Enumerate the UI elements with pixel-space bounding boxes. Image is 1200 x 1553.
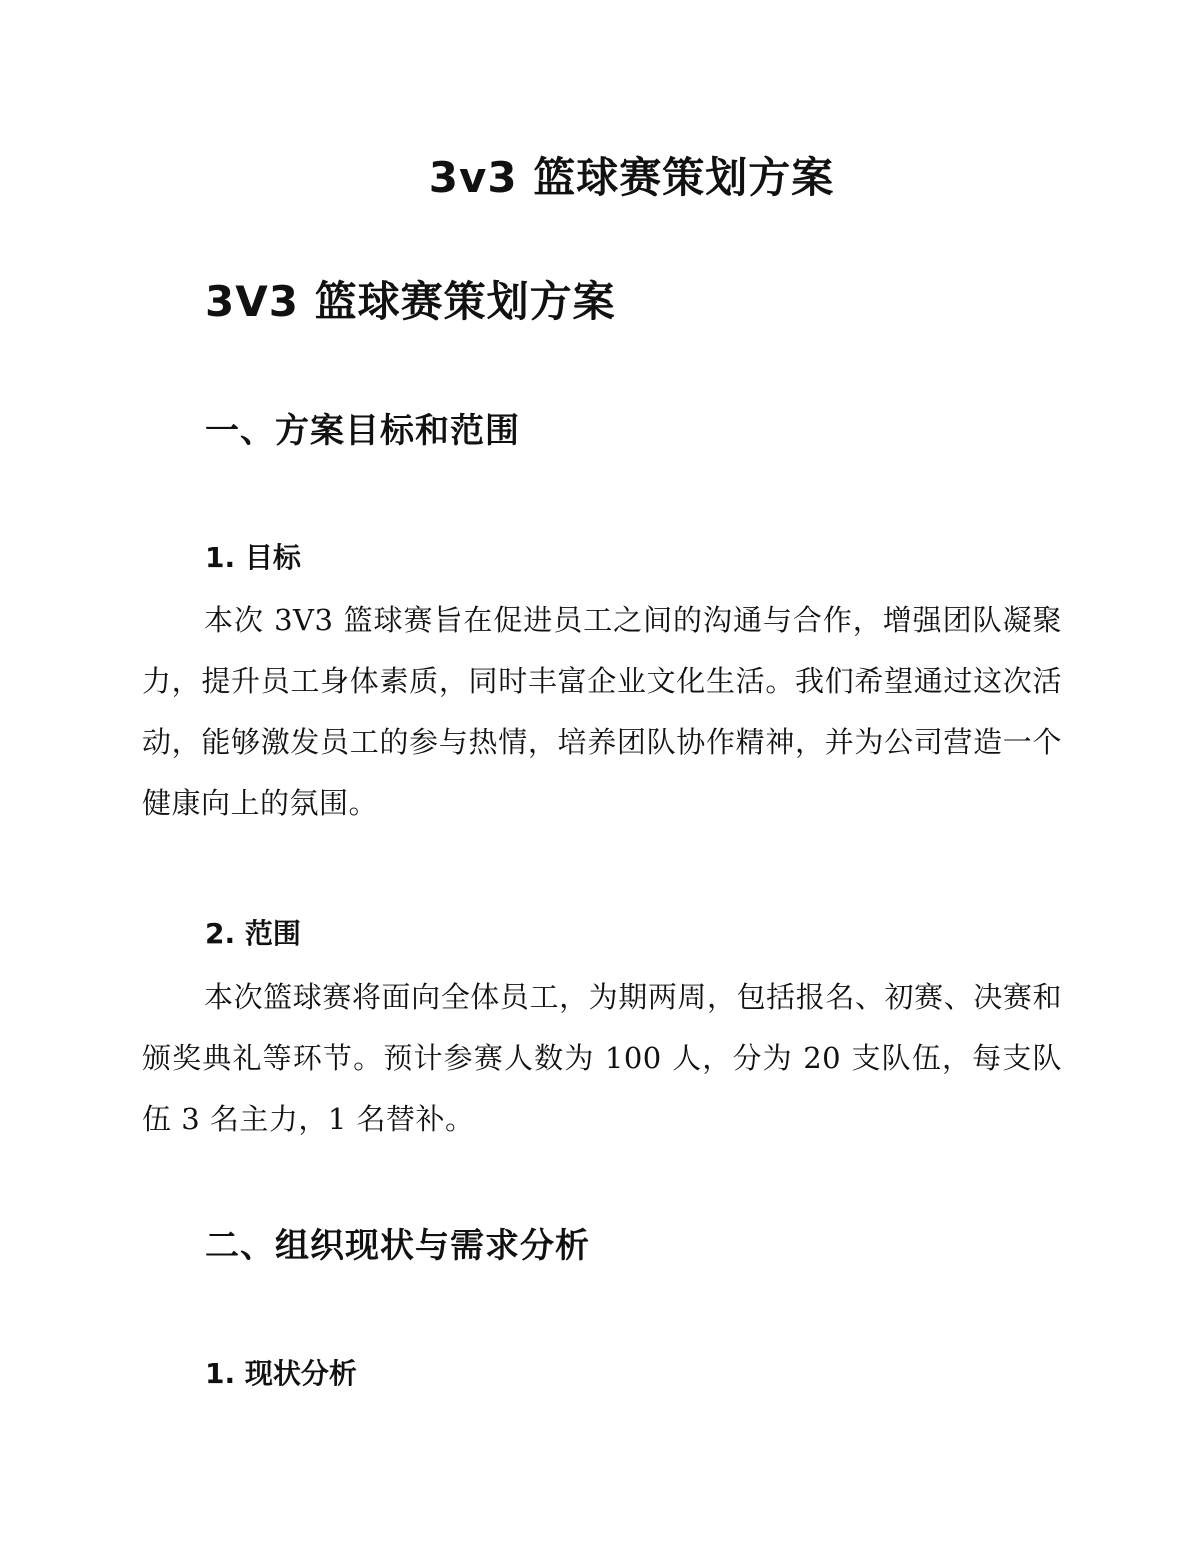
subsection-heading-scope: 2. 范围 xyxy=(205,917,301,950)
document-title: 3v3 篮球赛策划方案 xyxy=(428,153,835,202)
paragraph-scope: 本次篮球赛将面向全体员工，为期两周，包括报名、初赛、决赛和颁奖典礼等环节。预计参赛人数为 100 人，分为 20 支队伍，每支队伍 3 名主力，1 名替补。 xyxy=(142,980,1062,1136)
section-heading-goals-scope: 一、方案目标和范围 xyxy=(205,411,520,451)
section-heading-status-needs: 二、组织现状与需求分析 xyxy=(205,1226,590,1266)
subsection-heading-status-analysis: 1. 现状分析 xyxy=(205,1357,357,1390)
subsection-heading-goal: 1. 目标 xyxy=(205,541,301,574)
paragraph-goal: 本次 3V3 篮球赛旨在促进员工之间的沟通与合作，增强团队凝聚力，提升员工身体素质，同时丰富企业文化生活。我们希望通过这次活动，能够激发员工的参与热情，培养团队协作精神，并为公司营造一个健康向上的氛围。 xyxy=(142,603,1062,820)
document-subtitle: 3V3 篮球赛策划方案 xyxy=(205,277,616,326)
